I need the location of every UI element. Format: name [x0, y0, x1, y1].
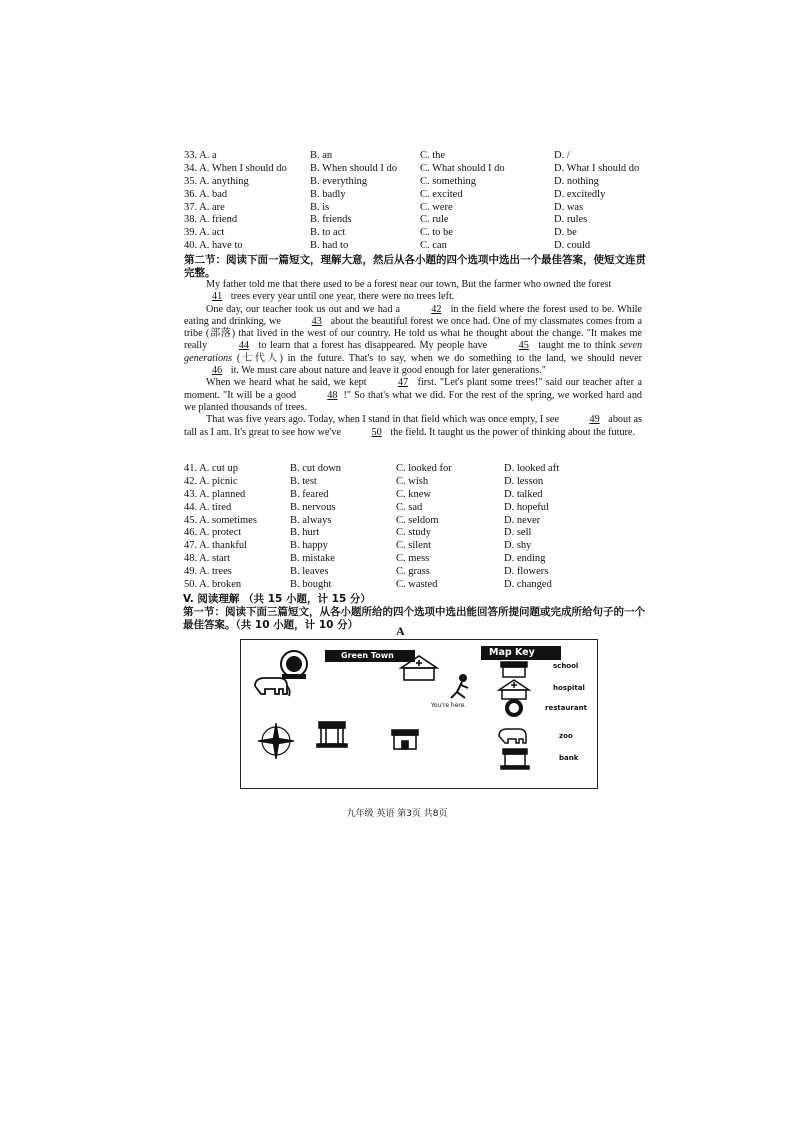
option-b: B. friends	[310, 214, 352, 226]
option-a: 42. A. picnic	[184, 475, 238, 487]
option-d: D. flowers	[504, 566, 549, 578]
blank-45: 45	[518, 340, 529, 352]
question-row	[184, 515, 604, 528]
option-a: 44. A. tired	[184, 501, 232, 513]
question-row	[184, 566, 604, 579]
you-are-here-label: You're here.	[431, 702, 467, 709]
option-a: 40. A. have to	[184, 240, 243, 252]
page-footer: 九年级 英语 第3页 共8页	[346, 809, 448, 819]
option-c: C. were	[420, 201, 453, 213]
option-a: 47. A. thankful	[184, 540, 247, 552]
question-row	[184, 553, 604, 566]
question-row	[184, 489, 604, 502]
option-b: B. happy	[290, 540, 328, 552]
key-label-bank: bank	[559, 754, 579, 762]
blank-48: 48	[327, 389, 338, 401]
compass-icon	[258, 723, 294, 759]
section-2-heading: 第二节：阅读下面一篇短文，理解大意，然后从各小题的四个选项中选出一个最佳答案，使短文连贯完整。	[184, 254, 646, 279]
paragraph-3: When we heard what he said, we kept 47 first. "Let's plant some trees!" said our teacher after a moment. "It will be a good 48 !" So that's what we did. For the rest of the spring, we worked hard and we planted thousands of trees.	[184, 377, 643, 413]
blank-43: 43	[311, 315, 322, 327]
key-label-hospital: hospital	[553, 684, 585, 692]
option-c: C. looked for	[396, 463, 452, 474]
bank-icon	[317, 722, 347, 747]
key-label-restaurant: restaurant	[545, 704, 587, 712]
option-c: C. the	[420, 150, 446, 161]
option-d: D. talked	[504, 488, 543, 500]
option-d: D. rules	[554, 214, 588, 226]
option-c: C. sad	[396, 501, 423, 513]
blank-42: 42	[431, 303, 442, 315]
key-hospital-icon	[499, 680, 529, 699]
option-d: D. could	[554, 240, 591, 252]
option-a: 34. A. When I should do	[184, 162, 287, 174]
option-d: D. be	[554, 227, 577, 239]
option-c: C. grass	[396, 566, 430, 578]
paragraph-4: That was five years ago. Today, when I stand in that field which was once empty, I see 49 about as tall as I am. It's great to see how we've 50 the field. It taught us the power of thinking about the future.	[184, 414, 643, 438]
option-a: 50. A. broken	[184, 579, 242, 591]
option-c: C. seldom	[396, 514, 439, 526]
option-b: B. test	[290, 475, 317, 487]
option-c: C. knew	[396, 488, 431, 500]
option-a: 41. A. cut up	[184, 463, 238, 474]
option-d: D. /	[554, 150, 570, 161]
cloze-passage	[184, 279, 642, 439]
school-icon	[392, 730, 418, 749]
question-row	[184, 540, 604, 553]
question-row	[184, 527, 604, 540]
option-a: 33. A. a	[184, 150, 217, 161]
choices-41-50	[184, 463, 604, 592]
option-a: 45. A. sometimes	[184, 514, 257, 526]
option-c: C. wish	[396, 475, 429, 487]
option-b: B. When should I do	[310, 162, 398, 174]
blank-50: 50	[371, 426, 382, 438]
option-b: B. an	[310, 150, 333, 161]
blank-46: 46	[212, 365, 223, 377]
question-row	[184, 476, 604, 489]
section-5-instructions: 第一节：阅读下面三篇短文，从各小题所给的四个选项中选出能回答所提问题或完成所给句子的一个最佳答案。（共 10 小题，计 10 分）	[183, 606, 645, 631]
option-b: B. cut down	[290, 463, 342, 474]
option-b: B. bought	[290, 579, 332, 591]
zoo-elephant-icon	[255, 678, 290, 696]
question-row	[184, 502, 604, 515]
option-b: B. hurt	[290, 527, 320, 539]
town-label: Green Town	[341, 651, 394, 660]
option-d: D. nothing	[554, 175, 599, 187]
choices-33-40	[184, 150, 646, 253]
key-school-icon	[501, 662, 527, 677]
key-restaurant-icon	[505, 699, 523, 717]
option-a: 48. A. start	[184, 553, 231, 565]
option-c: C. mess	[396, 553, 430, 565]
option-b: B. feared	[290, 488, 329, 500]
option-a: 43. A. planned	[184, 488, 246, 500]
option-b: B. nervous	[290, 501, 336, 513]
blank-47: 47	[397, 377, 409, 389]
option-d: D. sell	[504, 527, 532, 539]
option-c: C. study	[396, 527, 432, 539]
option-c: C. wasted	[396, 579, 438, 591]
option-c: C. What should I do	[420, 162, 505, 174]
option-b: B. always	[290, 514, 332, 526]
option-a: 39. A. act	[184, 227, 225, 239]
blank-49: 49	[589, 414, 600, 426]
question-row	[184, 189, 646, 202]
option-d: D. excitedly	[554, 188, 606, 200]
question-row	[184, 463, 604, 476]
option-d: D. never	[504, 514, 541, 526]
option-c: C. to be	[420, 227, 453, 239]
option-d: D. changed	[504, 579, 552, 591]
question-row	[184, 176, 646, 189]
option-a: 35. A. anything	[184, 175, 249, 187]
option-d: D. shy	[504, 540, 532, 552]
person-icon	[451, 675, 468, 698]
question-row	[184, 214, 646, 227]
option-a: 49. A. trees	[184, 566, 232, 578]
option-c: C. something	[420, 175, 477, 187]
option-b: B. everything	[310, 175, 368, 187]
map-drawing	[241, 640, 597, 788]
option-c: C. excited	[420, 188, 463, 200]
blank-44: 44	[238, 340, 249, 352]
question-row	[184, 579, 604, 592]
option-a: 38. A. friend	[184, 214, 238, 226]
paragraph-2: One day, our teacher took us out and we had a 42 in the field where the forest used to be. While eating and drinking, we 43 about the beautiful forest we once had. One of my classmates comes from a tribe (部落) that lived in the west of our country. He told us what he thought about the change. "It makes me really 44 to learn that a forest has disappeared. My people have 45 taught me to think seven generations (七代人) in the future. That's to say, when we do something to the land, we should never 46 it. We must care about nature and leave it good enough for later generations."	[184, 303, 643, 377]
key-label-school: school	[553, 662, 579, 670]
passage-letter: A	[396, 624, 405, 638]
option-a: 46. A. protect	[184, 527, 242, 539]
option-b: B. is	[310, 201, 330, 213]
key-bank-icon	[501, 749, 529, 769]
paragraph-1: My father told me that there used to be a forest near our town, But the farmer who owned the forest 41 trees every year until one year, there were no trees left.	[184, 279, 642, 304]
option-b: B. to act	[310, 227, 346, 239]
option-b: B. had to	[310, 240, 349, 252]
green-town-map	[240, 639, 598, 789]
option-a: 36. A. bad	[184, 188, 228, 200]
blank-41: 41	[212, 291, 223, 303]
option-c: C. silent	[396, 540, 432, 552]
option-b: B. mistake	[290, 553, 335, 565]
section-5-title: V. 阅读理解 （共 15 小题，计 15 分）	[183, 593, 371, 605]
key-label-zoo: zoo	[559, 732, 573, 740]
option-d: D. What I should do	[554, 162, 640, 174]
option-d: D. hopeful	[504, 501, 549, 513]
option-c: C. rule	[420, 214, 449, 226]
question-row	[184, 240, 646, 253]
option-c: C. can	[420, 240, 447, 252]
key-zoo-icon	[499, 729, 526, 743]
map-key-title: Map Key	[489, 647, 535, 658]
option-d: D. ending	[504, 553, 546, 565]
option-b: B. badly	[310, 188, 346, 200]
option-b: B. leaves	[290, 566, 329, 578]
restaurant-icon	[281, 651, 307, 679]
option-d: D. lesson	[504, 475, 544, 487]
question-row	[184, 202, 646, 215]
question-row	[184, 163, 646, 176]
option-a: 37. A. are	[184, 201, 225, 213]
question-row	[184, 150, 646, 163]
option-d: D. looked aft	[504, 463, 560, 474]
question-row	[184, 227, 646, 240]
option-d: D. was	[554, 201, 584, 213]
